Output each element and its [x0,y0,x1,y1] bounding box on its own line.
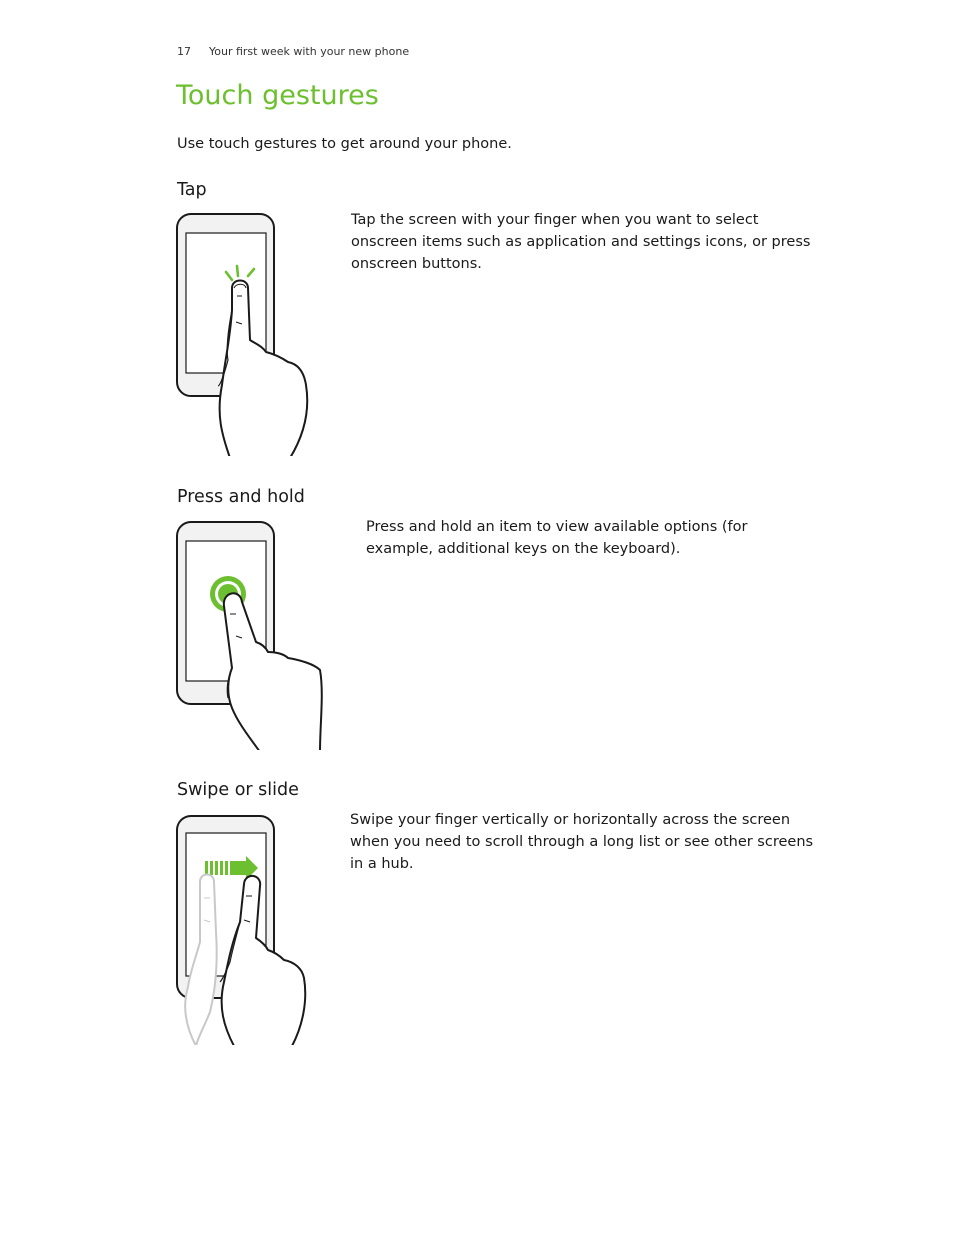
tap-illustration [170,210,320,462]
swipe-line-3: in a hub. [350,856,414,872]
tap-line-1: Tap the screen with your finger when you want to select [351,212,759,228]
swipe-line-1: Swipe your finger vertically or horizontally across the screen [350,812,791,828]
section-heading-press-and-hold: Press and hold [177,487,305,507]
page-number: 17 [177,45,191,58]
tap-line-2: onscreen items such as application and settings icons, or press [351,234,811,250]
swipe-line-2: when you need to scroll through a long list or see other screens [350,834,814,850]
press-line-2: example, additional keys on the keyboard). [366,541,681,557]
chapter-title: Your first week with your new phone [209,45,410,58]
section-heading-tap: Tap [177,180,207,200]
tap-line-3: onscreen buttons. [351,256,482,272]
swipe-illustration [170,812,320,1050]
section-body-press-and-hold [366,516,846,560]
press-and-hold-illustration [170,518,330,754]
running-header [177,45,409,58]
section-heading-swipe-or-slide: Swipe or slide [177,780,299,800]
press-line-1: Press and hold an item to view available options (for [366,519,748,535]
intro-text: Use touch gestures to get around your phone. [177,136,512,152]
section-body-swipe-or-slide [350,809,850,875]
section-body-tap [351,209,851,275]
page-title: Touch gestures [176,80,379,111]
